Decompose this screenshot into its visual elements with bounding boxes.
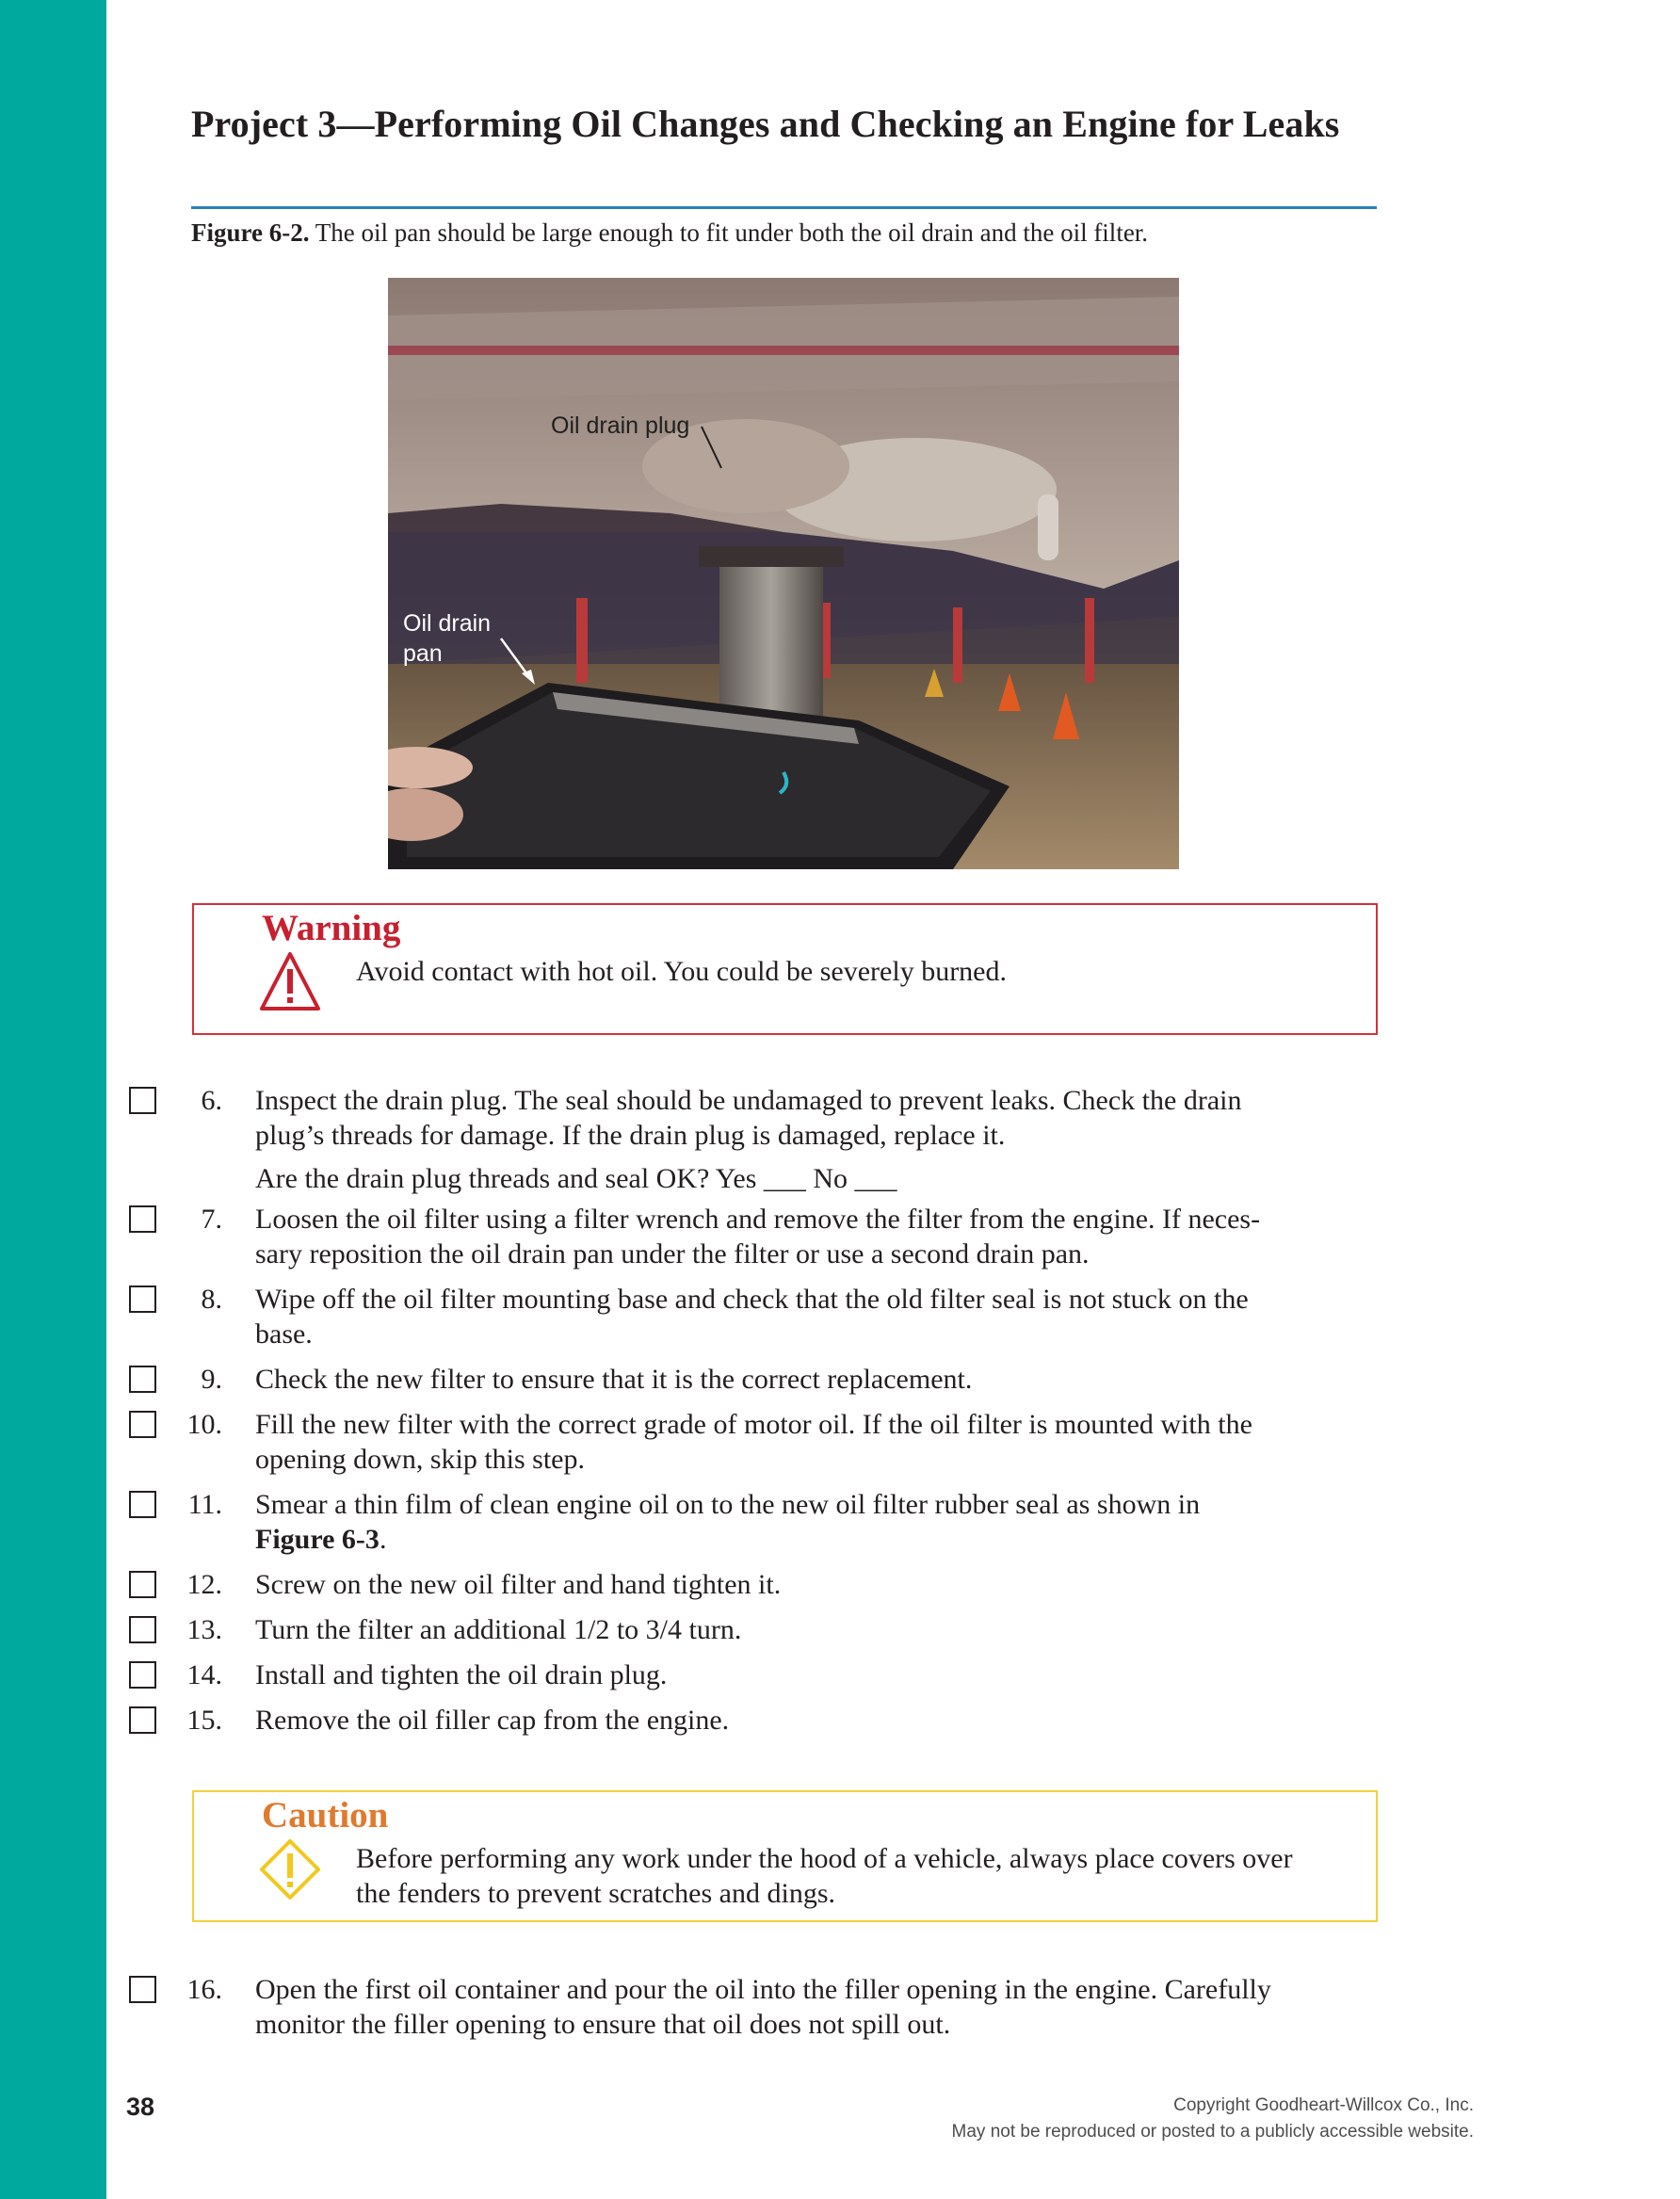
step-checkbox[interactable] [129,1616,156,1643]
step-checkbox[interactable] [129,1706,156,1734]
step-text-line: Wipe off the oil filter mounting base and check that the old filter seal is not stuck on the [255,1284,1249,1315]
step-number: 10. [186,1409,222,1440]
step-text [255,1202,1376,1271]
step-text-line: sary reposition the oil drain pan under the filter or use a second drain pan. [255,1238,1090,1269]
step-text-line: plug’s threads for damage. If the drain plug is damaged, replace it. [255,1120,1006,1151]
step-number: 11. [187,1489,222,1520]
step-text-line: Check the new filter to ensure that it is the correct replacement. [255,1364,973,1395]
step-checkbox[interactable] [129,1285,156,1313]
step-number: 13. [186,1614,222,1645]
figure-caption-text: The oil pan should be large enough to fit under both the oil drain and the oil filter. [309,218,1149,247]
warning-text: Avoid contact with hot oil. You could be severely burned. [356,956,1007,987]
step-checkbox[interactable] [129,1571,156,1598]
step-number: 15. [186,1705,222,1736]
warning-box [192,903,1378,1035]
side-color-band [0,0,106,2199]
step-text-line: Turn the filter an additional 1/2 to 3/4 turn. [255,1614,742,1645]
step-checkbox[interactable] [129,1205,156,1233]
step-text-line: Remove the oil filler cap from the engine. [255,1705,730,1736]
step-text-line: Screw on the new oil filter and hand tighten it. [255,1569,782,1600]
step-text [255,1083,1376,1196]
copyright-line: Copyright Goodheart-Willcox Co., Inc. [1173,2095,1474,2115]
step-number: 12. [186,1569,222,1600]
step-text [255,1657,1376,1692]
step-text-line: Smear a thin film of clean engine oil on to the new oil filter rubber seal as shown in [255,1489,1201,1520]
figure-label: Figure 6-2. [191,218,310,247]
callout-oil-drain-plug: Oil drain plug [551,412,690,439]
copyright-line: May not be reproduced or posted to a publicly accessible website. [951,2122,1474,2142]
step-checkbox[interactable] [129,1411,156,1438]
step-checkbox[interactable] [129,1491,156,1518]
caution-text-line: Before performing any work under the hood of a vehicle, always place covers over [356,1843,1293,1874]
caution-diamond-icon [258,1837,322,1901]
page-title: Project 3—Performing Oil Changes and Checking an Engine for Leaks [191,103,1340,145]
step-text-line: Open the first oil container and pour the oil into the filler opening in the engine. Carefully [255,1974,1271,2005]
step-text [255,1282,1376,1351]
step-question: Are the drain plug threads and seal OK? Yes ___ No ___ [255,1163,897,1194]
step-checkbox[interactable] [129,1366,156,1393]
step-number: 9. [201,1364,222,1395]
step-number: 16. [186,1974,222,2005]
step-text [255,1972,1376,2042]
figure-reference: Figure 6-3 [255,1524,380,1555]
step-checkbox[interactable] [129,1976,156,2003]
step-number: 6. [201,1085,222,1116]
step-text-line [255,1522,1376,1557]
caution-text-line: the fenders to prevent scratches and dings. [356,1878,835,1909]
step-number: 7. [201,1204,222,1235]
figure-photo-oil-drain [388,278,1179,869]
step-text [255,1703,1376,1738]
photo-illustration [388,278,1179,869]
figure-caption [191,218,1148,248]
title-rule [191,206,1377,209]
step-text-line: Install and tighten the oil drain plug. [255,1659,668,1690]
step-number: 14. [186,1659,222,1690]
step-text-suffix: . [379,1524,387,1555]
step-text [255,1612,1376,1647]
caution-title: Caution [262,1795,389,1835]
step-text [255,1567,1376,1602]
step-text [255,1362,1376,1397]
step-text-line: Loosen the oil filter using a filter wrench and remove the filter from the engine. If neces- [255,1204,1261,1235]
step-text-line: monitor the filler opening to ensure that oil does not spill out. [255,2009,951,2040]
step-number: 8. [201,1284,222,1315]
copyright-notice [952,2093,1474,2145]
step-text-line: Inspect the drain plug. The seal should be undamaged to prevent leaks. Check the drain [255,1085,1242,1116]
warning-triangle-icon [258,950,322,1014]
step-text-line: opening down, skip this step. [255,1444,585,1475]
step-text-line: base. [255,1318,313,1350]
step-text [255,1487,1376,1557]
page-number: 38 [126,2093,155,2121]
step-checkbox[interactable] [129,1087,156,1114]
callout-oil-drain-pan-line1: Oil drain [403,610,492,637]
warning-title: Warning [262,908,401,948]
caution-text [356,1841,1373,1911]
step-text-line: Fill the new filter with the correct grade of motor oil. If the oil filter is mounted with the [255,1409,1252,1440]
caution-box [192,1790,1378,1922]
step-text [255,1407,1376,1477]
callout-oil-drain-pan-line2: pan [403,640,443,667]
step-checkbox[interactable] [129,1661,156,1689]
